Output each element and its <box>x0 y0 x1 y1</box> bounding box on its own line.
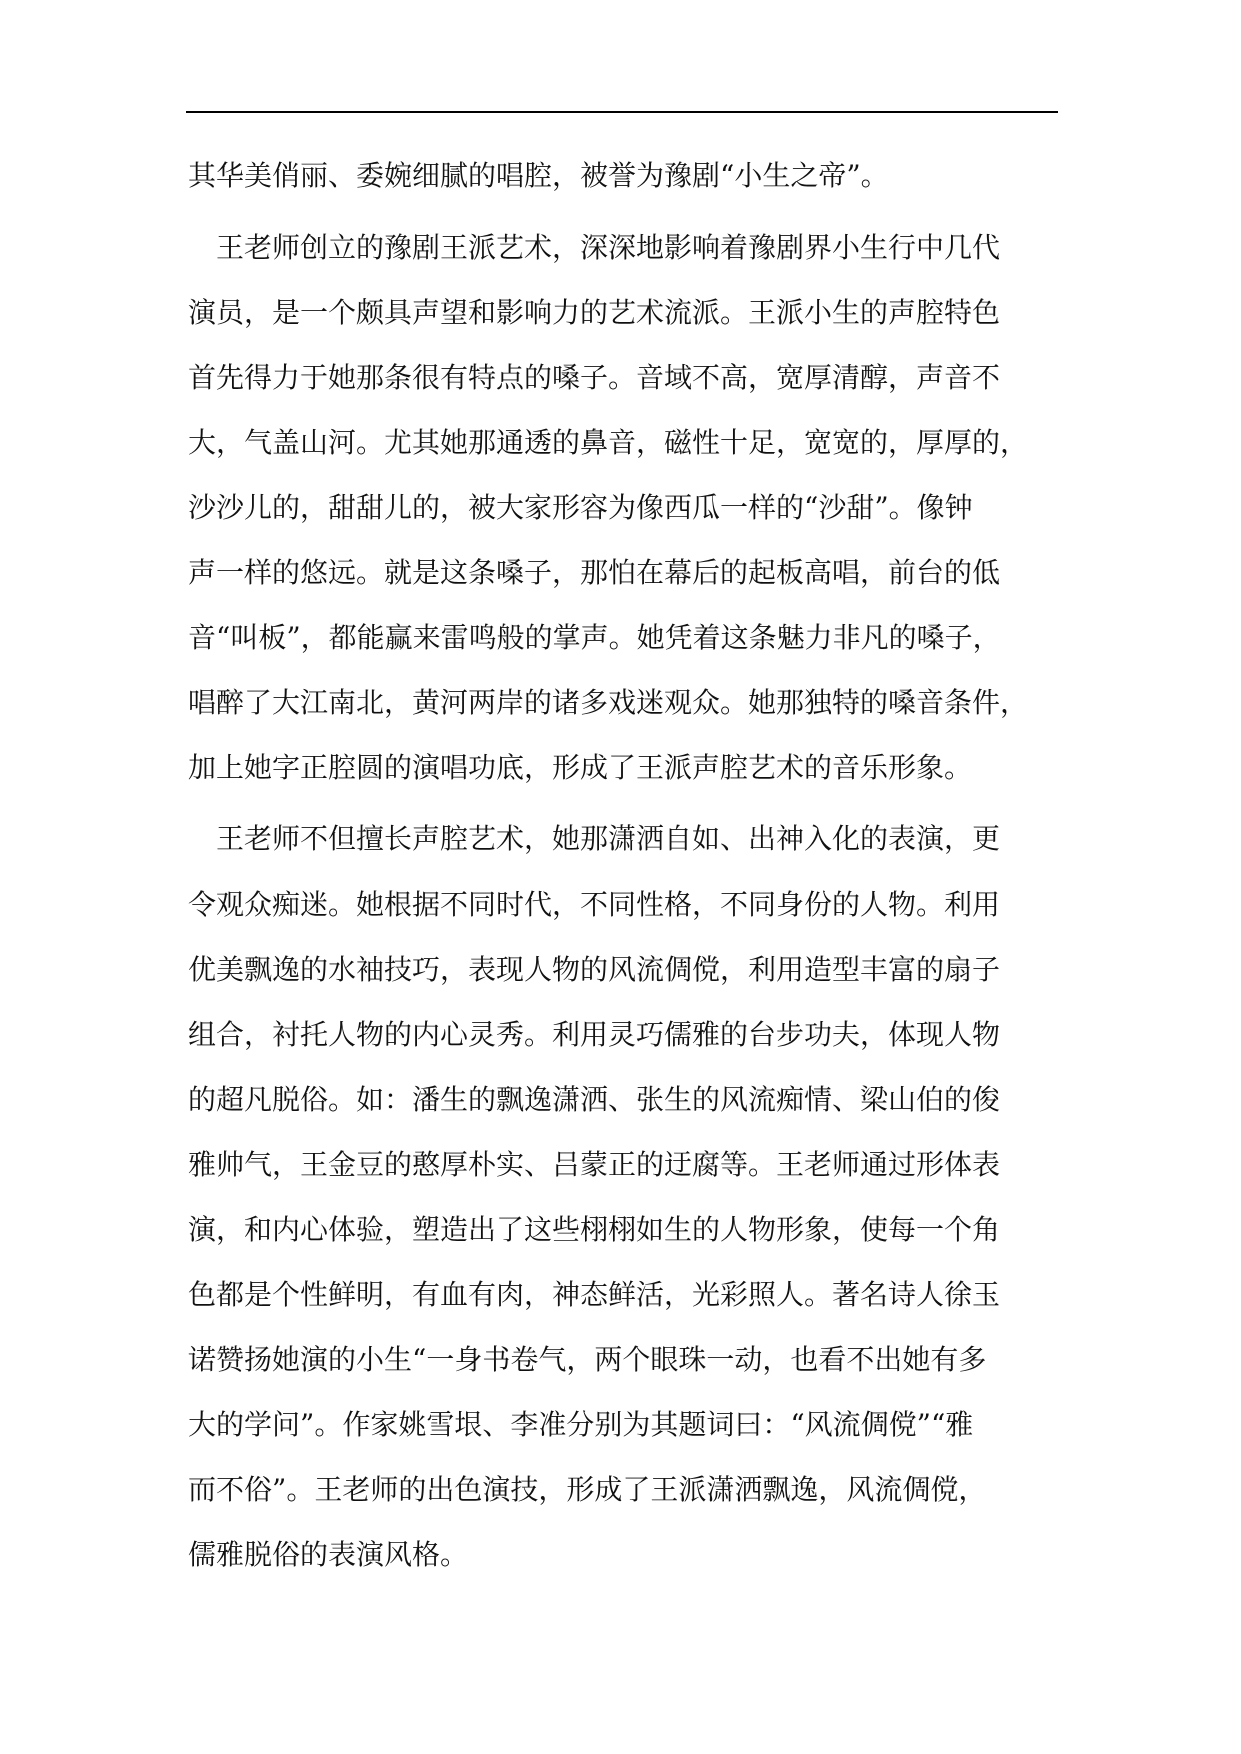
header-rule <box>186 111 1058 113</box>
text-line: 演，和内心体验，塑造出了这些栩栩如生的人物形象，使每一个角 <box>188 1213 1001 1246</box>
text-line: 而不俗”。王老师的出色演技，形成了王派潇洒飘逸，风流倜傥， <box>188 1473 987 1506</box>
text-line: 音“叫板”，都能赢来雷鸣般的掌声。她凭着这条魅力非凡的嗓子， <box>188 621 1001 654</box>
text-line: 雅帅气，王金豆的憨厚朴实、吕蒙正的迂腐等。王老师通过形体表 <box>188 1148 1001 1181</box>
text-line: 其华美俏丽、委婉细腻的唱腔，被誉为豫剧“小生之帝”。 <box>188 159 889 192</box>
text-line: 唱醉了大江南北，黄河两岸的诸多戏迷观众。她那独特的嗓音条件， <box>188 686 1029 719</box>
text-line: 优美飘逸的水袖技巧，表现人物的风流倜傥，利用造型丰富的扇子 <box>188 953 1001 986</box>
text-line: 大的学问”。作家姚雪垠、李准分别为其题词曰：“风流倜傥”“雅 <box>188 1408 974 1441</box>
text-line: 首先得力于她那条很有特点的嗓子。音域不高，宽厚清醇，声音不 <box>188 361 1001 394</box>
text-line: 演员，是一个颇具声望和影响力的艺术流派。王派小生的声腔特色 <box>188 296 1001 329</box>
text-line: 加上她字正腔圆的演唱功底，形成了王派声腔艺术的音乐形象。 <box>188 751 973 784</box>
text-line: 组合，衬托人物的内心灵秀。利用灵巧儒雅的台步功夫，体现人物 <box>188 1018 1001 1051</box>
text-line: 王老师创立的豫剧王派艺术，深深地影响着豫剧界小生行中几代 <box>216 231 1001 264</box>
text-line: 儒雅脱俗的表演风格。 <box>188 1538 469 1571</box>
text-line: 的超凡脱俗。如：潘生的飘逸潇洒、张生的风流痴情、梁山伯的俊 <box>188 1083 1001 1116</box>
text-line: 诺赞扬她演的小生“一身书卷气，两个眼珠一动，也看不出她有多 <box>188 1343 987 1376</box>
text-line: 沙沙儿的，甜甜儿的，被大家形容为像西瓜一样的“沙甜”。像钟 <box>188 491 973 524</box>
text-line: 王老师不但擅长声腔艺术，她那潇洒自如、出神入化的表演，更 <box>216 822 1001 855</box>
text-line: 色都是个性鲜明，有血有肉，神态鲜活，光彩照人。著名诗人徐玉 <box>188 1278 1001 1311</box>
text-line: 声一样的悠远。就是这条嗓子，那怕在幕后的起板高唱，前台的低 <box>188 556 1001 589</box>
text-line: 大，气盖山河。尤其她那通透的鼻音，磁性十足，宽宽的，厚厚的， <box>188 426 1029 459</box>
text-line: 令观众痴迷。她根据不同时代，不同性格，不同身份的人物。利用 <box>188 888 1001 921</box>
